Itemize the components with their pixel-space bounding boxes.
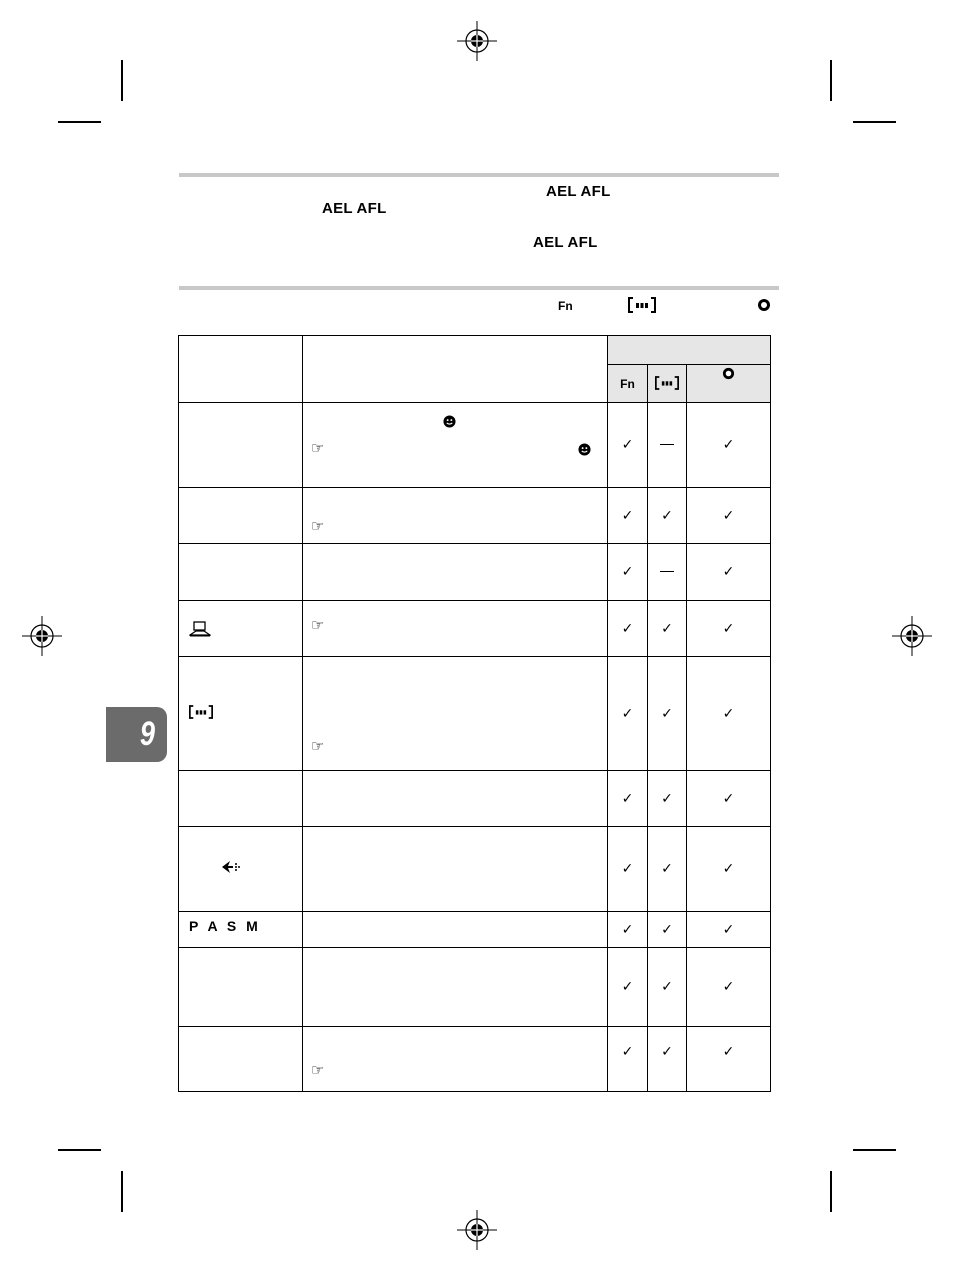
page-reference-icon: ☞ <box>311 518 325 535</box>
table-row <box>179 771 771 827</box>
check-icon: ✓ <box>661 619 673 636</box>
flash-icon <box>221 860 241 874</box>
table-row <box>179 948 771 1027</box>
chapter-tab <box>106 707 167 762</box>
check-icon: ✓ <box>621 920 634 937</box>
check-icon: ✓ <box>722 619 735 636</box>
check-icon: ✓ <box>661 789 673 806</box>
check-icon: ✓ <box>722 860 735 876</box>
check-icon: ✓ <box>661 704 673 721</box>
table-row <box>179 657 771 771</box>
face-icon <box>578 443 591 456</box>
section-divider <box>179 286 779 290</box>
table-header-function <box>179 336 303 403</box>
check-icon: ✓ <box>722 436 735 452</box>
check-icon: ✓ <box>722 789 735 806</box>
face-icon <box>443 415 456 428</box>
check-icon: ✓ <box>621 1043 634 1059</box>
table-row <box>179 827 771 912</box>
check-icon: ✓ <box>661 978 673 994</box>
check-icon: ✓ <box>621 563 634 579</box>
page-reference-icon: ☞ <box>311 738 325 755</box>
table-row <box>179 912 771 948</box>
crop-mark <box>58 121 101 123</box>
registration-mark-icon <box>457 21 497 61</box>
check-icon: ✓ <box>722 920 735 937</box>
dash-icon <box>660 444 674 445</box>
af-target-icon <box>628 297 656 313</box>
check-icon: ✓ <box>621 789 634 806</box>
af-target-icon <box>655 376 679 390</box>
table-row <box>179 403 771 488</box>
preview-button-icon <box>722 367 735 380</box>
table-row <box>179 488 771 544</box>
chapter-number: 9 <box>139 715 156 753</box>
section-divider <box>179 173 779 177</box>
check-icon: ✓ <box>661 920 673 937</box>
check-icon: ✓ <box>621 704 634 721</box>
crop-mark <box>58 1149 101 1151</box>
check-icon: ✓ <box>621 860 634 876</box>
table-row <box>179 601 771 657</box>
af-target-icon <box>189 705 213 719</box>
table-header-fn: Fn <box>608 365 648 403</box>
crop-mark <box>830 1171 832 1212</box>
page-reference-icon: ☞ <box>311 617 325 634</box>
check-icon: ✓ <box>621 619 634 636</box>
ael-afl-button-label: AEL AFL <box>322 200 387 217</box>
table-row <box>179 544 771 601</box>
dash-icon <box>660 571 674 572</box>
exposure-modes-label: P A S M <box>189 918 261 934</box>
check-icon: ✓ <box>722 704 735 721</box>
crop-mark <box>121 1171 123 1212</box>
check-icon: ✓ <box>621 978 634 994</box>
fn-button-label: Fn <box>558 299 573 313</box>
preview-button-icon <box>757 298 771 312</box>
check-icon: ✓ <box>722 506 735 523</box>
table-header-description <box>303 336 608 403</box>
check-icon: ✓ <box>621 436 634 452</box>
levels-icon <box>189 621 211 637</box>
table-header-buttons <box>608 336 771 365</box>
crop-mark <box>830 60 832 101</box>
registration-mark-icon <box>22 616 62 656</box>
table-header-preview <box>687 365 771 403</box>
crop-mark <box>853 121 896 123</box>
ael-afl-button-label: AEL AFL <box>546 183 611 200</box>
page-reference-icon: ☞ <box>311 440 325 457</box>
registration-mark-icon <box>892 616 932 656</box>
crop-mark <box>121 60 123 101</box>
table-header-af-target <box>648 365 687 403</box>
crop-mark <box>853 1149 896 1151</box>
check-icon: ✓ <box>722 1043 735 1059</box>
check-icon: ✓ <box>661 506 673 523</box>
check-icon: ✓ <box>661 860 673 876</box>
check-icon: ✓ <box>722 978 735 994</box>
table-row <box>179 1027 771 1092</box>
check-icon: ✓ <box>621 506 634 523</box>
page-reference-icon: ☞ <box>311 1062 325 1079</box>
registration-mark-icon <box>457 1210 497 1250</box>
function-table <box>178 335 771 1092</box>
check-icon: ✓ <box>722 563 735 579</box>
check-icon: ✓ <box>661 1043 673 1059</box>
ael-afl-button-label: AEL AFL <box>533 234 598 251</box>
